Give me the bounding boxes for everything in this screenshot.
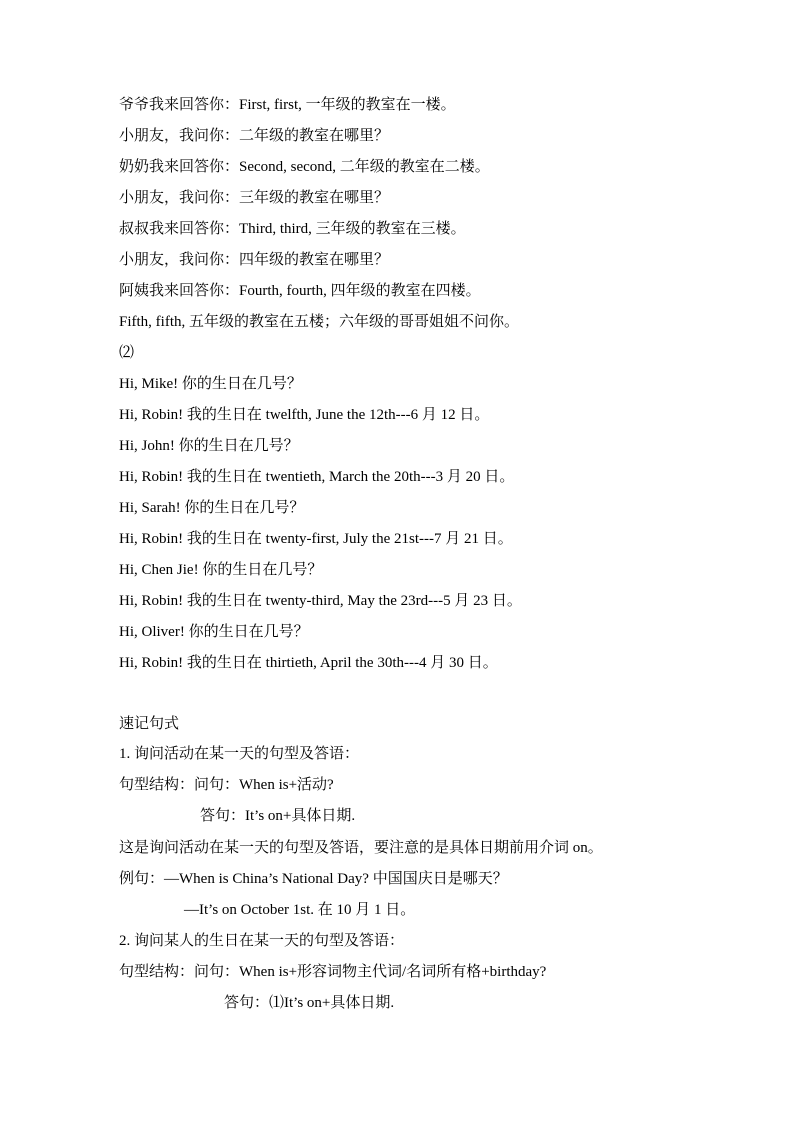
rhyme2-line-7: Hi, Chen Jie! 你的生日在几号？ [119, 562, 323, 578]
item2-answer: 答句：⑴It’s on+具体日期. [224, 995, 395, 1011]
rhyme2-line-10: Hi, Robin! 我的生日在 thirtieth, April the 30th---4 月 30 日。 [119, 655, 498, 671]
item2-title: 2. 询问某人的生日在某一天的句型及答语： [119, 933, 405, 949]
rhyme2-line-5: Hi, Sarah! 你的生日在几号？ [119, 500, 305, 516]
rhyme2-line-8: Hi, Robin! 我的生日在 twenty-third, May the 23rd---5 月 23 日。 [119, 593, 522, 609]
item1-example-question: 例句：—When is China’s National Day? 中国国庆日是哪天？ [119, 871, 508, 887]
rhyme2-line-2: Hi, Robin! 我的生日在 twelfth, June the 12th---6 月 12 日。 [119, 407, 490, 423]
rhyme1-line-3: 奶奶我来回答你：Second, second, 二年级的教室在二楼。 [119, 159, 490, 175]
rhyme2-line-4: Hi, Robin! 我的生日在 twentieth, March the 20th---3 月 20 日。 [119, 469, 515, 485]
rhyme1-line-2: 小朋友，我问你：二年级的教室在哪里？ [119, 128, 390, 144]
item1-title: 1. 询问活动在某一天的句型及答语： [119, 746, 360, 762]
rhyme1-line-5: 叔叔我来回答你：Third, third, 三年级的教室在三楼。 [119, 221, 466, 237]
rhyme2-line-3: Hi, John! 你的生日在几号？ [119, 438, 299, 454]
item1-note: 这是询问活动在某一天的句型及答语，要注意的是具体日期前用介词 on。 [119, 840, 603, 856]
rhyme1-line-6: 小朋友，我问你：四年级的教室在哪里？ [119, 252, 390, 268]
rhyme2-line-6: Hi, Robin! 我的生日在 twenty-first, July the 21st---7 月 21 日。 [119, 531, 513, 547]
rhyme2-line-1: Hi, Mike! 你的生日在几号？ [119, 376, 302, 392]
rhyme1-line-4: 小朋友，我问你：三年级的教室在哪里？ [119, 190, 390, 206]
item2-structure: 句型结构：问句：When is+形容词物主代词/名词所有格+birthday? [119, 964, 547, 980]
rhyme1-line-7: 阿姨我来回答你：Fourth, fourth, 四年级的教室在四楼。 [119, 283, 481, 299]
section-heading: 速记句式 [119, 714, 180, 732]
rhyme1-line-8: Fifth, fifth, 五年级的教室在五楼；六年级的哥哥姐姐不问你。 [119, 314, 519, 330]
rhyme2-label: ⑵ [119, 345, 135, 361]
item1-answer: 答句：It’s on+具体日期. [200, 808, 356, 824]
rhyme2-line-9: Hi, Oliver! 你的生日在几号？ [119, 624, 309, 640]
item1-example-answer: —It’s on October 1st. 在 10 月 1 日。 [184, 902, 416, 918]
item1-structure: 句型结构：问句：When is+活动? [119, 777, 334, 793]
rhyme1-line-1: 爷爷我来回答你：First, first, 一年级的教室在一楼。 [119, 97, 456, 113]
